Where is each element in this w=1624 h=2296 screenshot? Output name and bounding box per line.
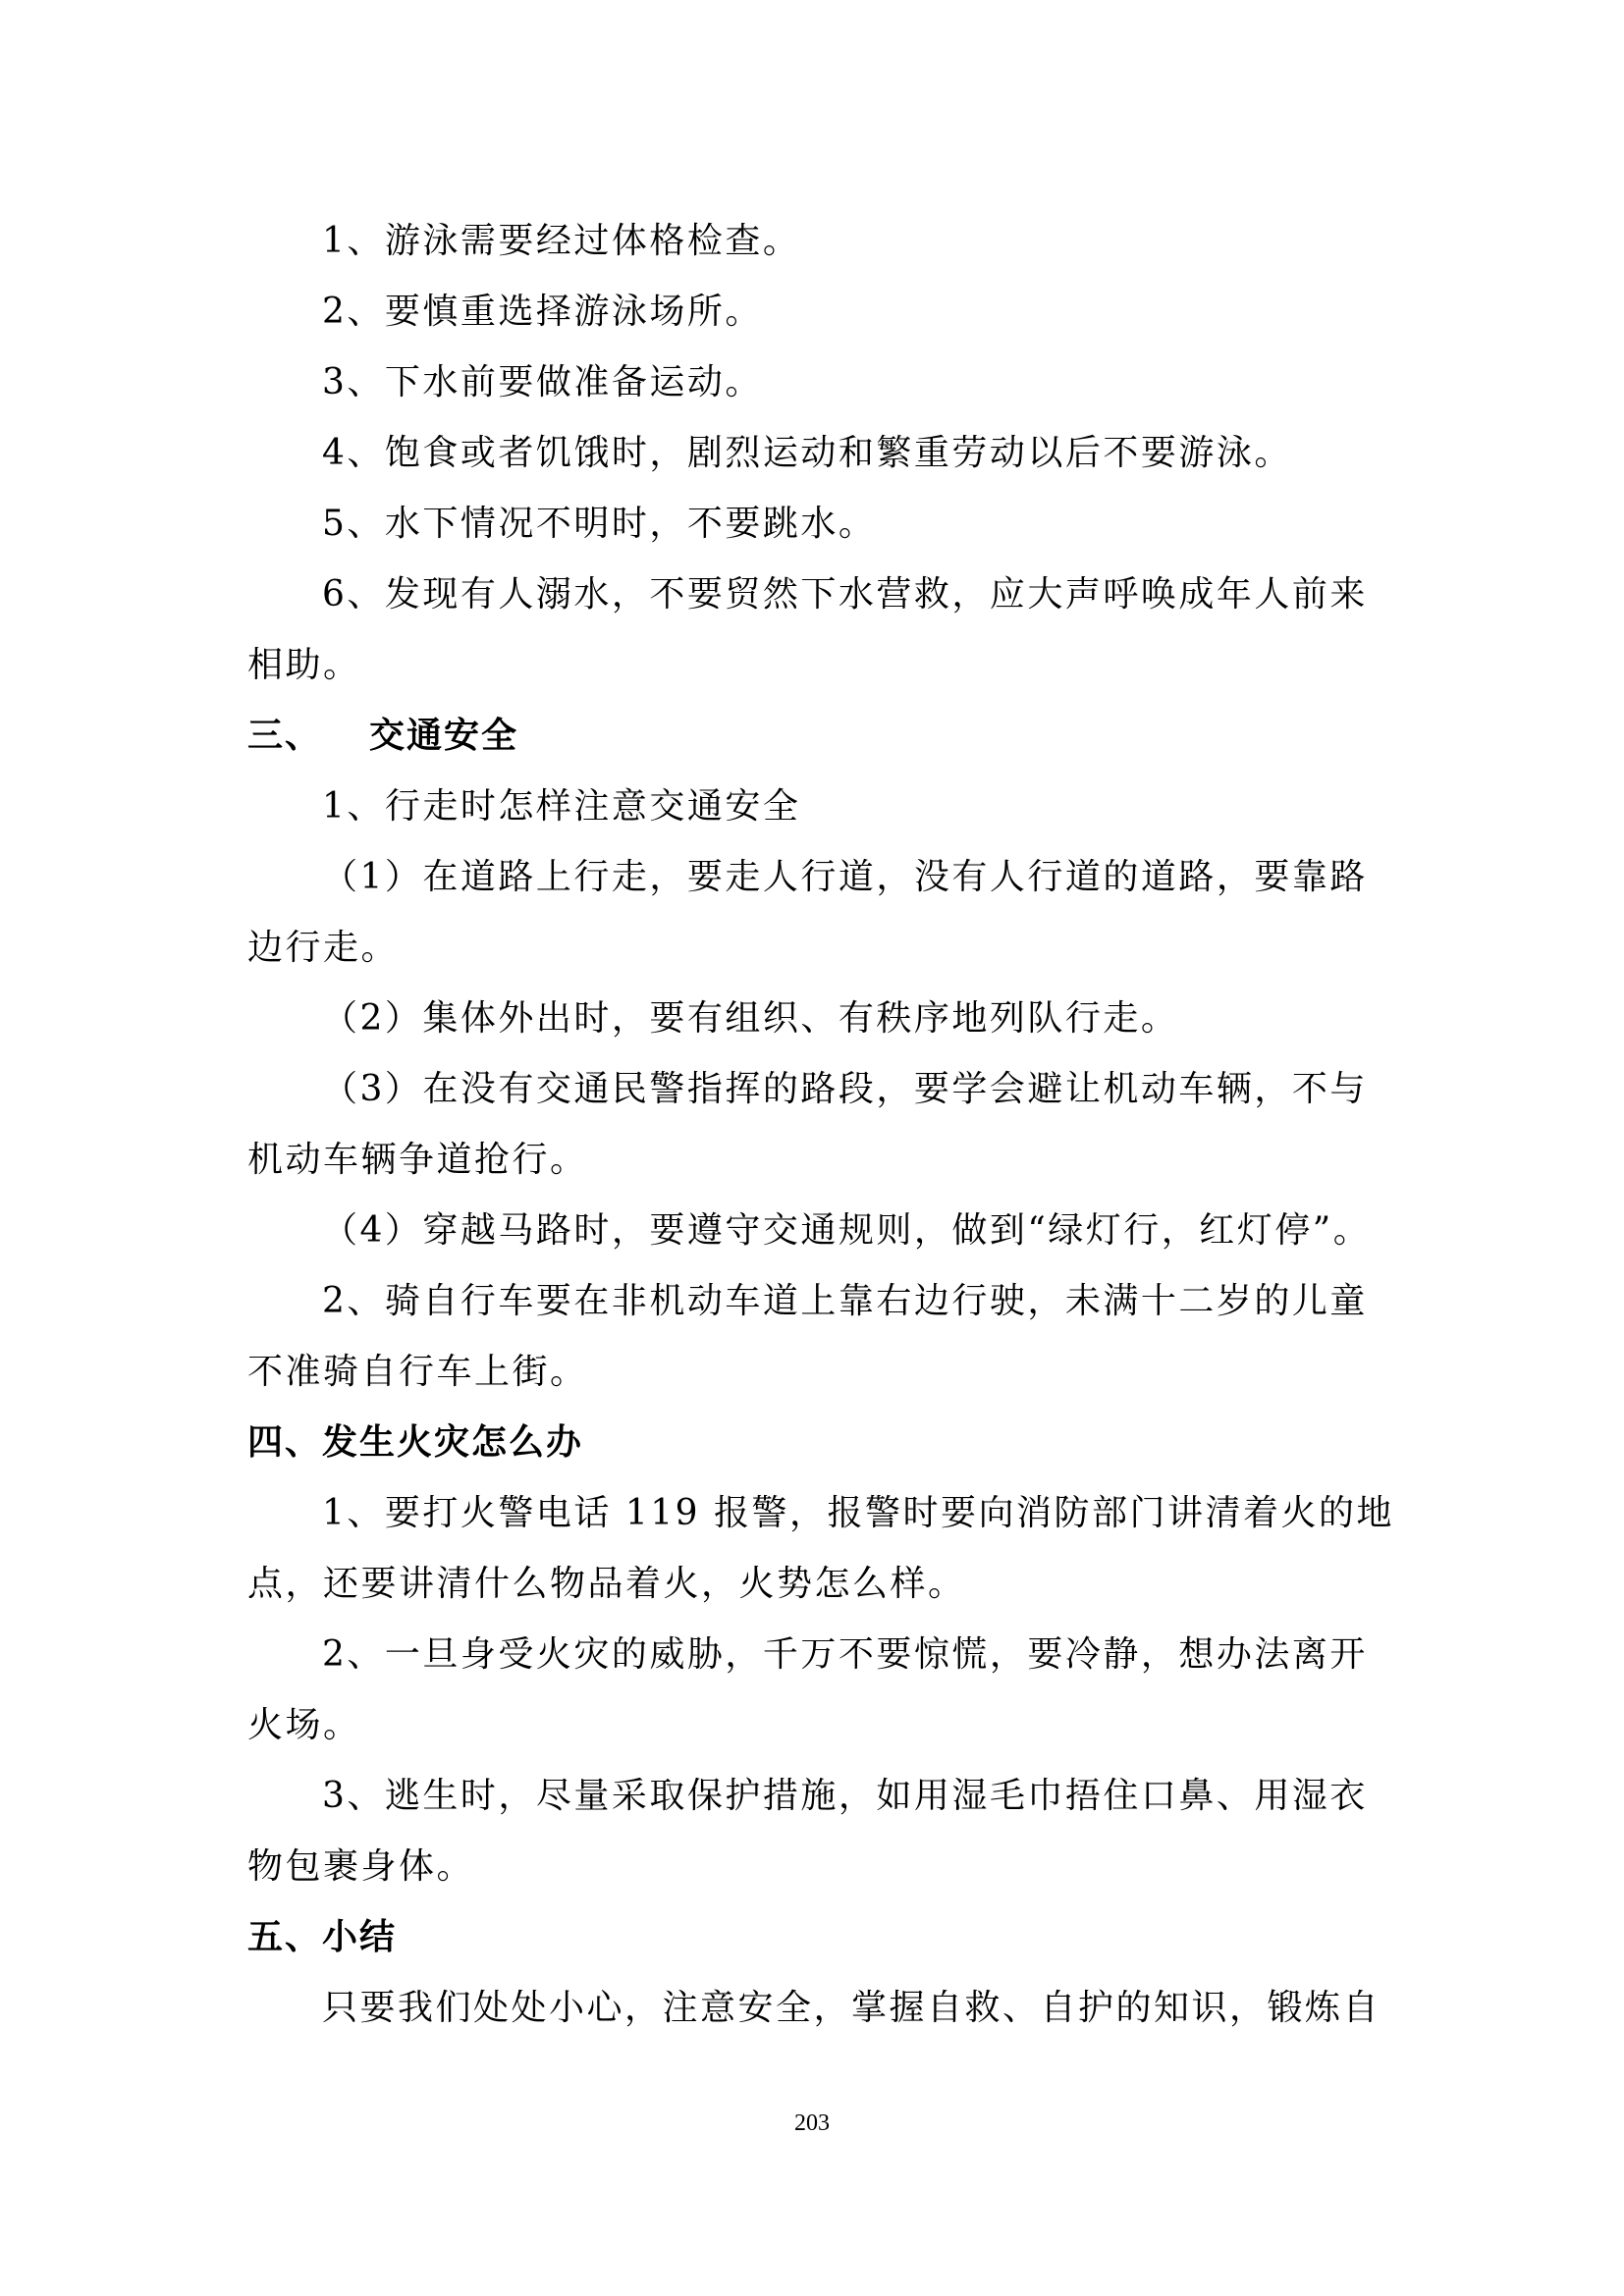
traffic-item-2-cont: 不准骑自行车上街。: [247, 1352, 588, 1392]
traffic-item-2: 2、骑自行车要在非机动车道上靠右边行驶，未满十二岁的儿童: [322, 1281, 1368, 1321]
fire-item-1: 1、要打火警电话 119 报警，报警时要向消防部门讲清着火的地: [322, 1493, 1395, 1533]
swim-item-6: 6、发现有人溺水，不要贸然下水营救，应大声呼唤成年人前来: [322, 574, 1368, 614]
fire-item-3: 3、逃生时，尽量采取保护措施，如用湿毛巾捂住口鼻、用湿衣: [322, 1776, 1368, 1816]
page-number: 203: [794, 2110, 830, 2136]
section-heading-fire: 四、发生火灾怎么办: [247, 1422, 584, 1463]
section-title: 交通安全: [369, 716, 519, 756]
traffic-sub-3: （3）在没有交通民警指挥的路段，要学会避让机动车辆，不与: [322, 1069, 1368, 1109]
section-number: 三、: [247, 716, 323, 756]
traffic-sub-1: （1）在道路上行走，要走人行道，没有人行道的道路，要靠路: [322, 857, 1368, 897]
section-heading-summary: 五、小结: [247, 1917, 398, 1957]
swim-item-3: 3、下水前要做准备运动。: [322, 362, 763, 402]
traffic-item-1: 1、行走时怎样注意交通安全: [322, 786, 801, 827]
summary-text: 只要我们处处小心，注意安全，掌握自救、自护的知识，锻炼自: [322, 1988, 1381, 2028]
section-heading-traffic: [247, 701, 1386, 772]
swim-item-6-cont: 相助。: [247, 645, 361, 685]
fire-item-2-cont: 火场。: [247, 1705, 361, 1745]
swim-item-2: 2、要慎重选择游泳场所。: [322, 292, 763, 332]
traffic-sub-2: （2）集体外出时，要有组织、有秩序地列队行走。: [322, 998, 1179, 1039]
traffic-sub-1-cont: 边行走。: [247, 928, 400, 968]
page-content: [247, 206, 1395, 2044]
swim-item-1: 1、游泳需要经过体格检查。: [322, 221, 801, 261]
fire-item-1-cont: 点，还要讲清什么物品着火，火势怎么样。: [247, 1564, 966, 1604]
fire-item-3-cont: 物包裹身体。: [247, 1846, 475, 1887]
traffic-sub-4: （4）穿越马路时，要遵守交通规则，做到“绿灯行，红灯停”。: [322, 1210, 1372, 1251]
fire-item-2: 2、一旦身受火灾的威胁，千万不要惊慌，要冷静，想办法离开: [322, 1634, 1368, 1675]
traffic-sub-3-cont: 机动车辆争道抢行。: [247, 1140, 588, 1180]
swim-item-4: 4、饱食或者饥饿时，剧烈运动和繁重劳动以后不要游泳。: [322, 433, 1292, 473]
swim-item-5: 5、水下情况不明时，不要跳水。: [322, 504, 877, 544]
